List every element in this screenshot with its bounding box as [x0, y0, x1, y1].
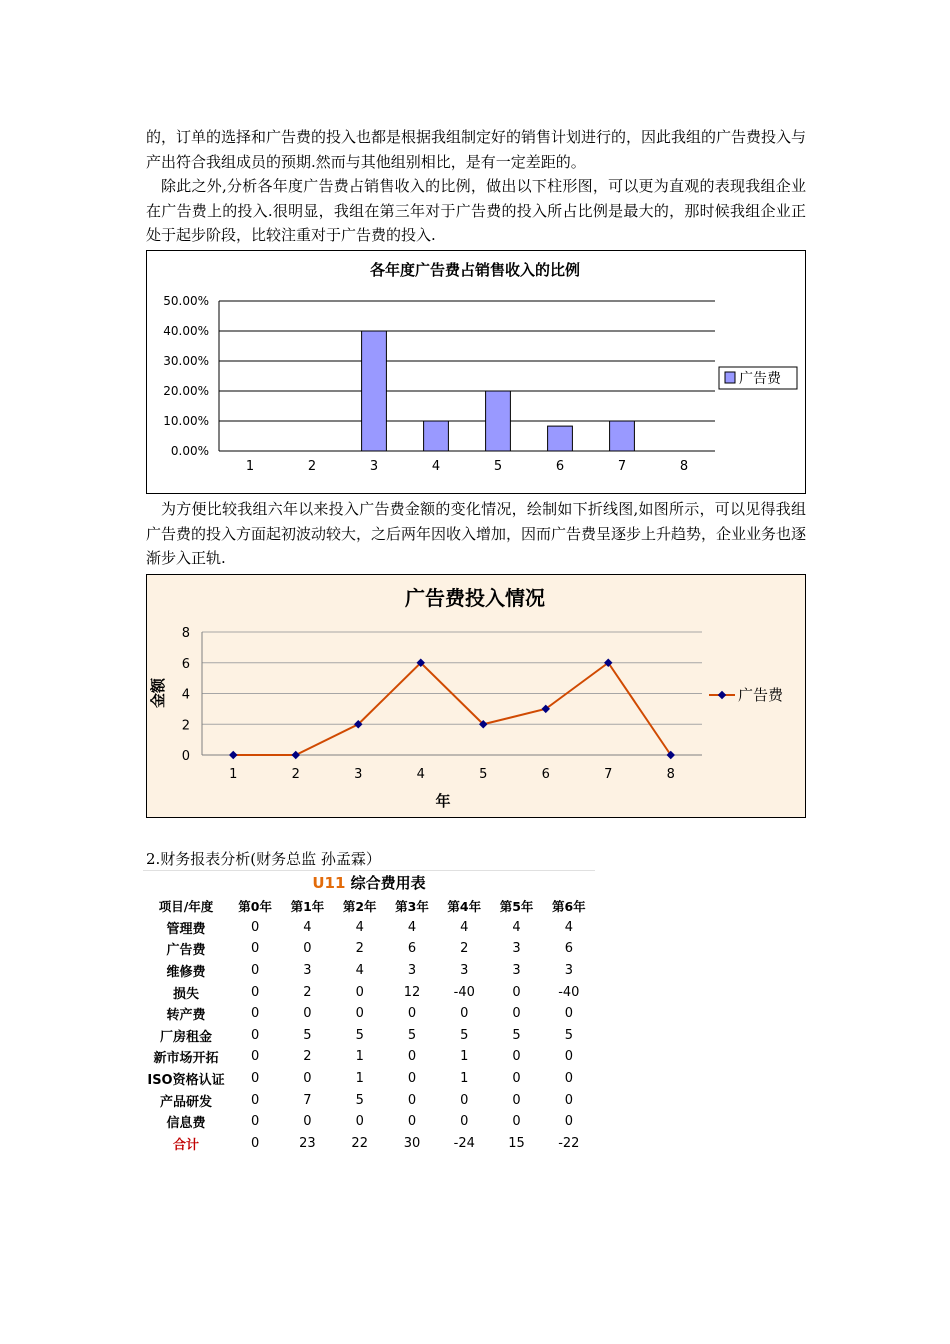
row-label: 广告费 [166, 943, 206, 959]
table-cell: 0 [460, 1006, 469, 1022]
line-chart-series-line [233, 663, 671, 755]
bar-chart-y-tick: 0.00% [170, 444, 209, 458]
table-cell: 2 [460, 941, 469, 957]
table-cell: 0 [251, 963, 260, 979]
table-cell: 3 [303, 963, 312, 979]
bar-chart-y-tick: 40.00% [163, 324, 209, 338]
table-cell: 7 [303, 1092, 312, 1108]
bar-chart-bar [362, 331, 387, 451]
table-row [143, 938, 595, 960]
table-cell: 22 [351, 1135, 368, 1151]
row-label: 新市场开拓 [153, 1051, 219, 1067]
table-row [143, 917, 595, 939]
line-chart-marker [292, 751, 300, 759]
row-label: 损失 [172, 986, 199, 1002]
table-cell: 0 [460, 1114, 469, 1130]
table-cell: 5 [564, 1027, 573, 1043]
table-row [143, 1133, 595, 1155]
row-label: 产品研发 [159, 1094, 212, 1110]
paragraph-intro: 的，订单的选择和广告费的投入也都是根据我组制定好的销售计划进行的，因此我组的广告费投入与产出符合我组成员的预期.然而与其他组别相比，是有一定差距的。 [146, 128, 807, 171]
table-row [143, 1003, 595, 1025]
bar-chart-bar [548, 426, 573, 451]
line-chart-y-tick: 6 [181, 656, 190, 672]
table-row [143, 1025, 595, 1047]
table-header-year: 第3年 [395, 898, 429, 914]
line-chart-x-tick: 5 [479, 767, 488, 782]
table-cell: 0 [407, 1071, 417, 1087]
table-cell: 0 [355, 984, 364, 1000]
bar-chart-x-tick: 2 [307, 459, 317, 474]
table-cell: 0 [407, 1092, 417, 1108]
table-header-row [143, 895, 595, 917]
table-cell: 0 [251, 1027, 260, 1043]
table-header-year: 第5年 [499, 898, 534, 914]
table-cell: 3 [564, 963, 573, 979]
bar-chart-x-tick: 8 [679, 459, 689, 474]
bar-chart-title: 各年度广告费占销售收入的比例 [369, 261, 581, 279]
table-cell: 0 [564, 1071, 573, 1087]
table-cell: 0 [303, 1114, 312, 1130]
table-cell: 0 [407, 1049, 417, 1065]
bar-chart-y-tick: 30.00% [163, 354, 209, 368]
table-cell: 0 [303, 941, 312, 957]
table-cell: -24 [453, 1135, 475, 1151]
table-cell: 0 [407, 1006, 417, 1022]
table-header-year: 第6年 [551, 898, 586, 914]
table-cell: 0 [512, 1006, 521, 1022]
table-cell: 0 [460, 1092, 469, 1108]
table-cell: 2 [303, 1049, 312, 1065]
bar-chart-y-tick: 10.00% [163, 414, 209, 428]
line-chart-x-tick: 1 [229, 767, 238, 782]
table-row [143, 981, 595, 1003]
table-cell: 0 [564, 1114, 573, 1130]
table-cell: 5 [512, 1027, 521, 1043]
table-cell: 4 [355, 963, 364, 979]
table-cell: 0 [251, 1135, 260, 1151]
bar-chart-svg [147, 251, 805, 493]
paragraph-line-chart-explanation: 为方便比较我组六年以来投入广告费金额的变化情况，绘制如下折线图,如图所示，可以见得我组广告费的投入方面起初波动较大，之后两年因收入增加，因而广告费呈逐步上升趋势，企业业务也逐渐步入正轨. [146, 500, 807, 567]
line-chart-marker [229, 751, 237, 759]
row-label: 合计 [172, 1137, 199, 1153]
table-title [143, 870, 595, 895]
table-cell: 0 [564, 1092, 573, 1108]
line-chart [146, 574, 806, 818]
row-label: 转产费 [166, 1008, 206, 1024]
table-cell: 0 [303, 1006, 312, 1022]
table-cell: 0 [512, 984, 521, 1000]
table-body [143, 917, 595, 1155]
line-chart-x-tick: 2 [291, 767, 300, 782]
line-chart-legend-marker [718, 691, 726, 699]
bar-chart-legend-swatch [725, 372, 735, 383]
table-cell: 4 [407, 919, 417, 935]
table-cell: 0 [512, 1071, 521, 1087]
table-title-text: 综合费用表 [345, 874, 426, 892]
table-cell: 30 [403, 1135, 421, 1151]
line-chart-y-tick: 4 [181, 687, 190, 703]
table-row [143, 1111, 595, 1133]
bar-chart-x-tick: 1 [245, 459, 255, 474]
table-cell: 5 [355, 1092, 364, 1108]
table-cell: 0 [251, 1006, 260, 1022]
table-cell: 0 [251, 941, 260, 957]
line-chart-y-tick: 0 [181, 749, 190, 764]
table-header-year: 第0年 [238, 898, 272, 914]
line-chart-legend-label: 广告费 [738, 686, 784, 704]
line-chart-y-tick: 2 [181, 718, 190, 734]
table-cell: 0 [512, 1092, 521, 1108]
line-chart-x-tick: 4 [416, 767, 425, 782]
row-label: 厂房租金 [159, 1029, 212, 1045]
table-cell: 5 [407, 1027, 417, 1043]
bar-chart-x-tick: 3 [369, 459, 379, 474]
table-row [143, 1046, 595, 1068]
table-cell: -22 [558, 1135, 580, 1151]
row-label: 信息费 [166, 1116, 206, 1132]
line-chart-ylabel: 金额 [149, 677, 167, 709]
expense-table [143, 870, 595, 1154]
table-cell: 0 [303, 1071, 312, 1087]
line-chart-title: 广告费投入情况 [405, 586, 545, 610]
table-row [143, 1089, 595, 1111]
table-cell: 3 [512, 963, 521, 979]
table-cell: 0 [564, 1006, 573, 1022]
table-cell: 0 [512, 1114, 521, 1130]
table-cell: 3 [512, 941, 521, 957]
table-cell: -40 [453, 984, 475, 1000]
table-cell: 2 [355, 941, 364, 957]
bar-chart-x-tick: 5 [493, 459, 503, 474]
table-row [143, 1068, 595, 1090]
table-cell: 1 [355, 1049, 364, 1065]
table-cell: 12 [403, 984, 421, 1000]
table-cell: 6 [564, 941, 573, 957]
table-header-year: 第2年 [342, 898, 377, 914]
table-cell: 4 [303, 919, 312, 935]
bar-chart-bar [610, 421, 635, 451]
table-header-label: 项目/年度 [158, 898, 214, 914]
line-chart-y-tick: 8 [181, 626, 190, 641]
table-cell: 3 [460, 963, 469, 979]
table-cell: 0 [407, 1114, 417, 1130]
table-cell: 0 [355, 1114, 364, 1130]
row-label: 维修费 [166, 965, 206, 981]
table-header-year: 第4年 [447, 898, 482, 914]
section-heading: 2.财务报表分析(财务总监 孙孟霖） [146, 850, 381, 868]
table-row [143, 960, 595, 982]
table-cell: 1 [355, 1071, 364, 1087]
bar-chart-legend-label: 广告费 [739, 371, 781, 387]
table-cell: 4 [512, 919, 521, 935]
table-cell: 4 [460, 919, 469, 935]
table-cell: 6 [407, 941, 417, 957]
table-cell: 0 [512, 1049, 521, 1065]
table-cell: 5 [355, 1027, 364, 1043]
bar-chart-y-tick: 50.00% [163, 294, 209, 308]
table-cell: 0 [251, 984, 260, 1000]
bar-chart-bar [486, 391, 511, 451]
table-cell: 3 [407, 963, 417, 979]
table-cell: 0 [355, 1006, 364, 1022]
table-cell: -40 [558, 984, 580, 1000]
table-cell: 4 [564, 919, 573, 935]
line-chart-x-tick: 7 [604, 767, 613, 782]
expense-table-grid [143, 895, 595, 1154]
table-cell: 23 [299, 1135, 316, 1151]
bar-chart [146, 250, 806, 494]
table-cell: 15 [508, 1135, 525, 1151]
table-cell: 0 [251, 1114, 260, 1130]
table-cell: 1 [460, 1071, 469, 1087]
table-title-code: U11 [312, 874, 346, 892]
table-cell: 4 [355, 919, 364, 935]
row-label: ISO资格认证 [147, 1073, 225, 1089]
table-cell: 1 [460, 1049, 469, 1065]
bar-chart-x-tick: 4 [431, 459, 441, 474]
bar-chart-bar [424, 421, 449, 451]
line-chart-svg [147, 575, 805, 817]
table-cell: 2 [303, 984, 312, 1000]
table-cell: 0 [251, 919, 260, 935]
table-cell: 0 [251, 1092, 260, 1108]
bar-chart-y-tick: 20.00% [163, 384, 209, 398]
table-cell: 5 [460, 1027, 469, 1043]
line-chart-x-tick: 8 [666, 767, 675, 782]
paragraph-bar-chart-explanation: 除此之外,分析各年度广告费占销售收入的比例，做出以下柱形图，可以更为直观的表现我组企业在广告费上的投入.很明显，我组在第三年对于广告费的投入所占比例是最大的，那时候我组企业正处于起步阶段，比较注重对于广告费的投入. [146, 177, 806, 244]
table-cell: 5 [303, 1027, 312, 1043]
table-cell: 0 [564, 1049, 573, 1065]
line-chart-x-tick: 3 [354, 767, 363, 782]
table-header-year: 第1年 [290, 898, 325, 914]
line-chart-xlabel: 年 [435, 792, 451, 810]
line-chart-x-tick: 6 [541, 767, 550, 782]
table-cell: 0 [251, 1049, 260, 1065]
row-label: 管理费 [166, 921, 206, 937]
bar-chart-x-tick: 6 [555, 459, 565, 474]
bar-chart-x-tick: 7 [617, 459, 627, 474]
table-cell: 0 [251, 1071, 260, 1087]
